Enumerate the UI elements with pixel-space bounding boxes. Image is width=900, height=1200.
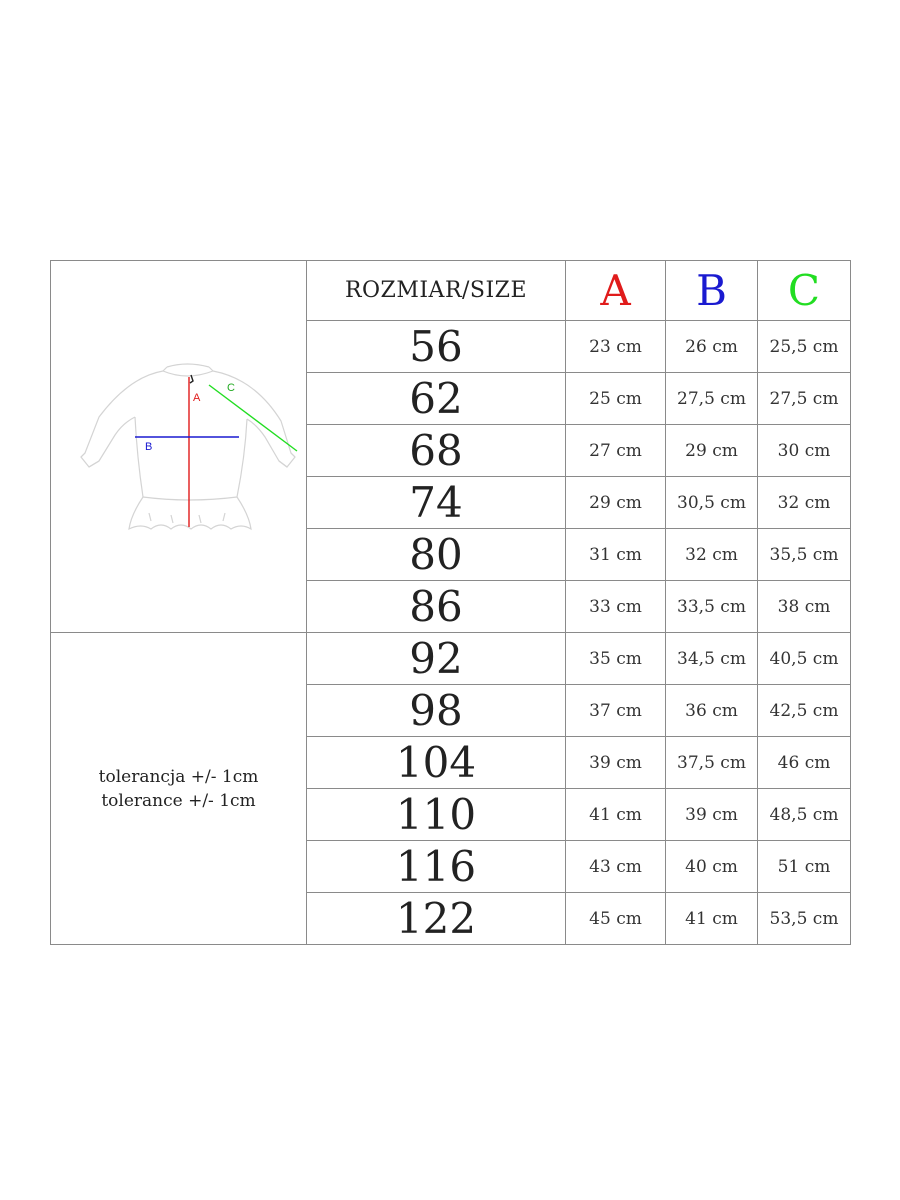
size-column-header: ROZMIAR/SIZE: [307, 261, 566, 321]
measure-a-value: 45 cm: [566, 893, 666, 945]
size-value: 86: [307, 581, 566, 633]
measure-b-value: 33,5 cm: [666, 581, 758, 633]
measure-a-value: 25 cm: [566, 373, 666, 425]
tolerance-note-pl: tolerancja +/- 1cm: [98, 766, 259, 787]
measure-c-value: 25,5 cm: [758, 321, 851, 373]
header-row: [51, 261, 851, 321]
measure-a-value: 33 cm: [566, 581, 666, 633]
size-value: 110: [307, 789, 566, 841]
measure-a-value: 27 cm: [566, 425, 666, 477]
size-value: 116: [307, 841, 566, 893]
measure-a-value: 41 cm: [566, 789, 666, 841]
size-value: 56: [307, 321, 566, 373]
size-chart-table: [50, 260, 851, 945]
col-c-header: C: [758, 261, 851, 321]
measure-c-value: 53,5 cm: [758, 893, 851, 945]
garment-diagram: [59, 357, 299, 537]
measure-b-value: 40 cm: [666, 841, 758, 893]
size-value: 62: [307, 373, 566, 425]
measure-c-value: 48,5 cm: [758, 789, 851, 841]
col-a-header: A: [566, 261, 666, 321]
size-value: 80: [307, 529, 566, 581]
measure-a-value: 23 cm: [566, 321, 666, 373]
measure-a-label: A: [192, 391, 200, 404]
measure-c-line: [209, 385, 297, 451]
measure-b-value: 27,5 cm: [666, 373, 758, 425]
tolerance-note-cell: [51, 633, 307, 945]
measure-b-value: 37,5 cm: [666, 737, 758, 789]
size-value: 98: [307, 685, 566, 737]
measure-c-value: 38 cm: [758, 581, 851, 633]
measure-b-label: B: [144, 440, 152, 453]
measure-b-value: 36 cm: [666, 685, 758, 737]
measure-c-value: 42,5 cm: [758, 685, 851, 737]
measure-a-value: 39 cm: [566, 737, 666, 789]
table-row: [51, 633, 851, 685]
measure-c-value: 40,5 cm: [758, 633, 851, 685]
measure-c-label: C: [226, 381, 235, 394]
size-value: 74: [307, 477, 566, 529]
measure-a-value: 31 cm: [566, 529, 666, 581]
size-value: 92: [307, 633, 566, 685]
size-value: 122: [307, 893, 566, 945]
measure-a-value: 37 cm: [566, 685, 666, 737]
measure-b-value: 41 cm: [666, 893, 758, 945]
measure-b-value: 29 cm: [666, 425, 758, 477]
tolerance-note-en: tolerance +/- 1cm: [101, 790, 256, 811]
measure-c-value: 35,5 cm: [758, 529, 851, 581]
measure-c-value: 46 cm: [758, 737, 851, 789]
measure-b-value: 39 cm: [666, 789, 758, 841]
measure-b-value: 26 cm: [666, 321, 758, 373]
measure-b-value: 30,5 cm: [666, 477, 758, 529]
measure-a-value: 43 cm: [566, 841, 666, 893]
measure-a-value: 35 cm: [566, 633, 666, 685]
measure-c-value: 51 cm: [758, 841, 851, 893]
measure-b-value: 34,5 cm: [666, 633, 758, 685]
col-b-header: B: [666, 261, 758, 321]
measure-c-value: 32 cm: [758, 477, 851, 529]
measure-a-value: 29 cm: [566, 477, 666, 529]
garment-diagram-cell: [51, 261, 307, 633]
size-value: 104: [307, 737, 566, 789]
measure-b-value: 32 cm: [666, 529, 758, 581]
size-value: 68: [307, 425, 566, 477]
measure-c-value: 30 cm: [758, 425, 851, 477]
measure-c-value: 27,5 cm: [758, 373, 851, 425]
